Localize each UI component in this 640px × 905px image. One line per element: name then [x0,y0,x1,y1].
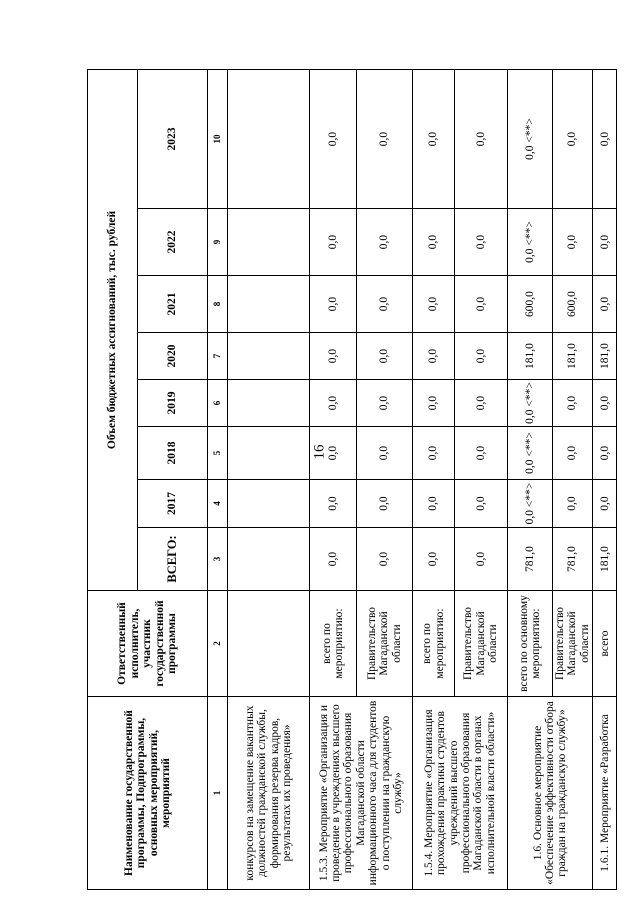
index-cell: 8 [208,276,228,333]
row-name: 1.6.1. Мероприятие «Разработка [593,697,617,890]
row-executor: Правительство Магаданской области [553,591,593,697]
value-cell: 0,0 [553,209,593,276]
value-cell: 181,0 [553,333,593,380]
value-cell: 0,0 [357,276,413,333]
value-cell: 0,0 [310,380,357,427]
value-cell: 0,0 [310,480,357,528]
row-name: 1.5.3. Мероприятие «Организация и проведение в учреждениях высшего профессионального образования Магаданской области информационного часа для студентов о поступлении на гражданскую службу» [310,697,413,890]
header-name: Наименование государственной программы, Подпрограммы, основных мероприятий, мероприятий [88,697,208,890]
value-cell [228,427,310,480]
value-cell: 0,0 [310,427,357,480]
value-cell: 0,0 [553,70,593,209]
row-executor [228,591,310,697]
index-cell: 10 [208,70,228,209]
page-number: 16 [311,444,328,460]
value-cell: 0,0 [357,528,413,591]
row-name: конкурсов на замещение вакантных должностей гражданской службы, формирования резерва кадров, результатах их проведения» [228,697,310,890]
value-cell: 181,0 [593,333,617,380]
value-cell: 0,0 [593,209,617,276]
value-cell [228,333,310,380]
index-cell: 9 [208,209,228,276]
value-cell: 0,0 [593,480,617,528]
value-cell: 0,0 [455,276,508,333]
value-cell: 0,0 <**> [508,209,553,276]
index-cell: 7 [208,333,228,380]
value-cell: 0,0 [455,480,508,528]
rotated-table-container [87,70,611,890]
value-cell: 781,0 [553,528,593,591]
header-year-2019: 2019 [138,380,208,427]
table-row [413,70,455,890]
value-cell: 181,0 [593,528,617,591]
index-cell: 6 [208,380,228,427]
value-cell: 0,0 [553,480,593,528]
value-cell: 0,0 [593,70,617,209]
value-cell: 0,0 [310,528,357,591]
table-row [228,70,310,890]
value-cell [228,528,310,591]
header-year-2023: 2023 [138,70,208,209]
value-cell [228,276,310,333]
value-cell: 0,0 [413,209,455,276]
table-row [310,70,357,890]
value-cell: 0,0 [413,70,455,209]
value-cell: 0,0 <**> [508,480,553,528]
table-row [508,70,553,890]
row-executor: всего по основному мероприятию: [508,591,553,697]
value-cell: 181,0 [508,333,553,380]
value-cell: 0,0 [455,333,508,380]
value-cell: 0,0 [357,70,413,209]
row-name: 1.6. Основное мероприятие «Обеспечение эффективности отбора граждан на гражданскую службу» [508,697,593,890]
value-cell: 0,0 [553,427,593,480]
value-cell: 0,0 [310,276,357,333]
index-cell: 2 [208,591,228,697]
value-cell: 0,0 [357,333,413,380]
header-year-2021: 2021 [138,276,208,333]
budget-table [87,69,617,890]
value-cell: 0,0 [413,276,455,333]
value-cell: 0,0 [357,380,413,427]
value-cell: 0,0 [455,209,508,276]
value-cell: 0,0 [310,70,357,209]
value-cell: 0,0 [413,333,455,380]
value-cell: 0,0 [553,380,593,427]
value-cell: 0,0 [310,333,357,380]
row-executor: Правительство Магаданской области [357,591,413,697]
value-cell: 0,0 [413,528,455,591]
value-cell: 0,0 <**> [508,427,553,480]
value-cell [228,209,310,276]
value-cell: 0,0 <**> [508,70,553,209]
header-year-2017: 2017 [138,480,208,528]
header-year-2018: 2018 [138,427,208,480]
value-cell: 0,0 [593,276,617,333]
value-cell: 0,0 [357,209,413,276]
value-cell [228,480,310,528]
value-cell: 0,0 [310,209,357,276]
value-cell: 0,0 [455,528,508,591]
value-cell: 0,0 [357,427,413,480]
value-cell [228,380,310,427]
value-cell: 0,0 [455,380,508,427]
header-total: ВСЕГО: [138,528,208,591]
row-executor: всего по мероприятию: [310,591,357,697]
value-cell: 0,0 [413,427,455,480]
row-executor: Правительство Магаданской области [455,591,508,697]
value-cell: 0,0 [593,380,617,427]
header-year-2022: 2022 [138,209,208,276]
index-cell: 3 [208,528,228,591]
header-executor: Ответственный исполнитель, участник государственной программы [88,591,208,697]
table-row [593,70,617,890]
index-cell: 5 [208,427,228,480]
value-cell: 0,0 [455,427,508,480]
value-cell: 0,0 <**> [508,380,553,427]
value-cell [228,70,310,209]
value-cell: 0,0 [593,427,617,480]
value-cell: 600,0 [508,276,553,333]
value-cell: 0,0 [413,380,455,427]
header-budget: Объем бюджетных ассигнований, тыс. рублей [88,70,138,591]
header-year-2020: 2020 [138,333,208,380]
row-executor: всего по мероприятию: [413,591,455,697]
value-cell: 600,0 [553,276,593,333]
value-cell: 0,0 [413,480,455,528]
value-cell: 0,0 [455,70,508,209]
index-cell: 1 [208,697,228,890]
value-cell: 0,0 [357,480,413,528]
value-cell: 781,0 [508,528,553,591]
index-cell: 4 [208,480,228,528]
row-name: 1.5.4. Мероприятие «Организация прохождения практики студентов учреждений высшего профессионального образования Магаданской области в органах исполнительной власти области» [413,697,508,890]
row-executor: всего [593,591,617,697]
